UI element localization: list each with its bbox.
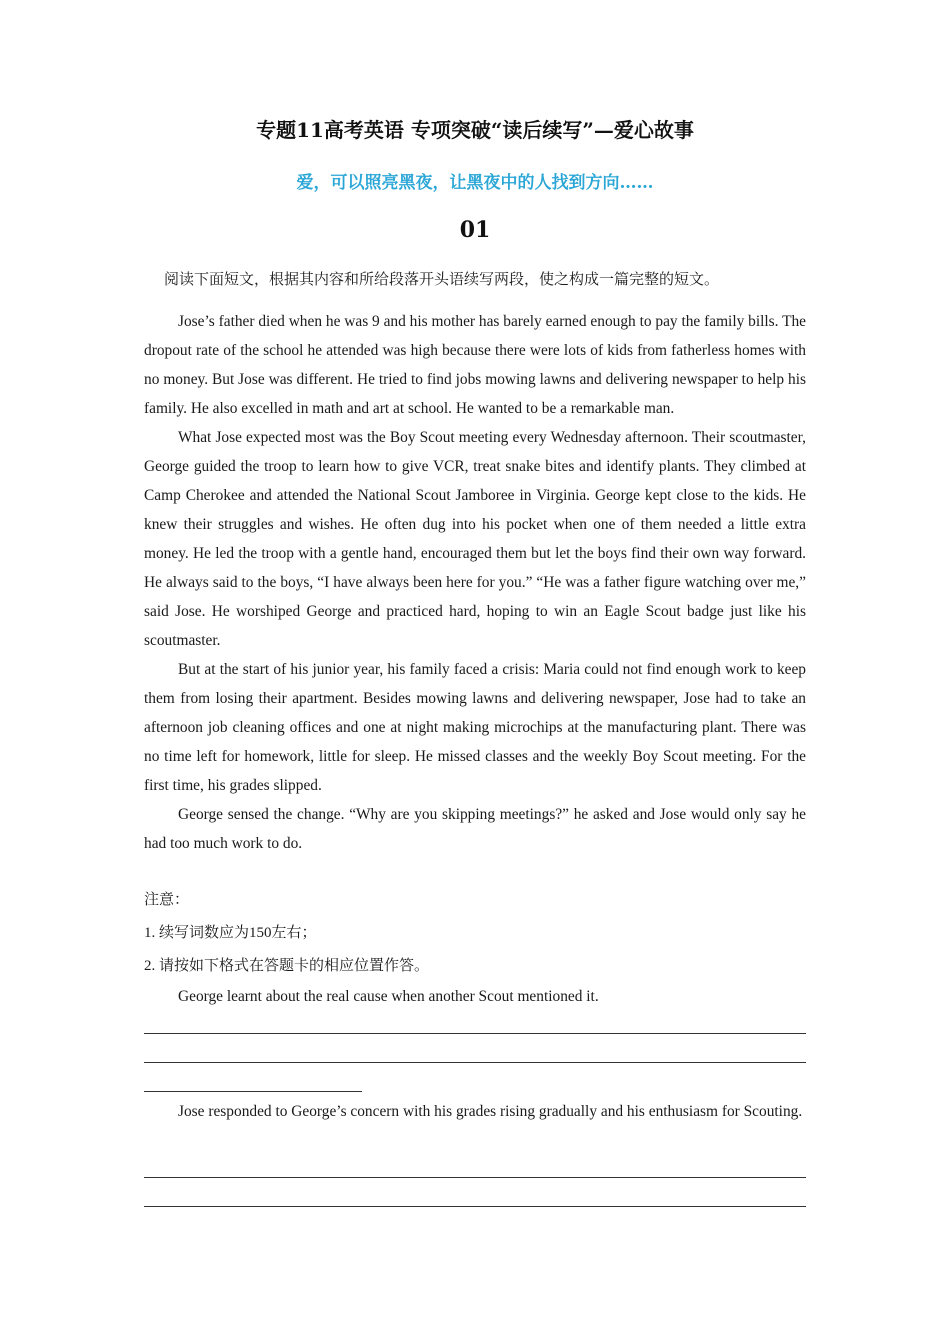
answer-line[interactable] xyxy=(144,1206,806,1207)
answer-line[interactable] xyxy=(144,1033,806,1034)
notes-item: 1. 续写词数应为150左右； xyxy=(144,925,317,941)
continuation-prompt-second: Jose responded to George’s concern with his grades rising gradually and his enthusiasm for Scouting. xyxy=(178,1103,803,1120)
passage-paragraph: But at the start of his junior year, his family faced a crisis: Maria could not find enough work to keep them from losing their apartment. Besides mowing lawns and delivering newspaper, Jose had to take an afternoon job cleaning offices and one at night making microchips at the manufacturing plant. There was no time left for homework, little for sleep. He missed classes and the weekly Boy Scout meeting. For the first time, his grades slipped. xyxy=(144,661,806,794)
task-instruction: 阅读下面短文，根据其内容和所给段落开头语续写两段，使之构成一篇完整的短文。 xyxy=(164,270,720,288)
answer-line[interactable] xyxy=(144,1177,806,1178)
page-subtitle: 爱，可以照亮黑夜，让黑夜中的人找到方向…… xyxy=(296,173,654,193)
notes-heading: 注意： xyxy=(144,892,190,908)
page-title: 专题11高考英语 专项突破“读后续写”—爱心故事 xyxy=(256,118,694,142)
notes-item: 2. 请按如下格式在答题卡的相应位置作答。 xyxy=(144,958,430,974)
section-number: 01 xyxy=(459,217,491,243)
reading-passage xyxy=(144,307,806,858)
passage-paragraph: What Jose expected most was the Boy Scout meeting every Wednesday afternoon. Their scoutmaster, George guided the troop to learn how to give VCR, treat snake bites and identify plants. They climbed at Camp Cherokee and attended the National Scout Jamboree in Virginia. George kept close to the kids. He knew their struggles and wishes. He often dug into his pocket when one of them needed a little extra money. He led the troop with a gentle hand, encouraged them but let the boys find their own way forward. He always said to the boys, “I have always been here for you.” “He was a father figure watching over me,” said Jose. He worshiped George and practiced hard, hoping to win an Eagle Scout badge just like his scoutmaster. xyxy=(144,429,806,649)
notes-section xyxy=(144,884,806,983)
passage-paragraph: George sensed the change. “Why are you skipping meetings?” he asked and Jose would only say he had too much work to do. xyxy=(144,806,806,852)
answer-line[interactable] xyxy=(144,1091,362,1092)
passage-paragraph: Jose’s father died when he was 9 and his mother has barely earned enough to pay the family bills. The dropout rate of the school he attended was high because there were lots of kids from fatherless homes with no money. But Jose was different. He tried to find jobs mowing lawns and delivering newspaper to help his family. He also excelled in math and art at school. He wanted to be a remarkable man. xyxy=(144,313,806,417)
answer-line[interactable] xyxy=(144,1062,806,1063)
continuation-prompt-first: George learnt about the real cause when another Scout mentioned it. xyxy=(178,988,599,1005)
